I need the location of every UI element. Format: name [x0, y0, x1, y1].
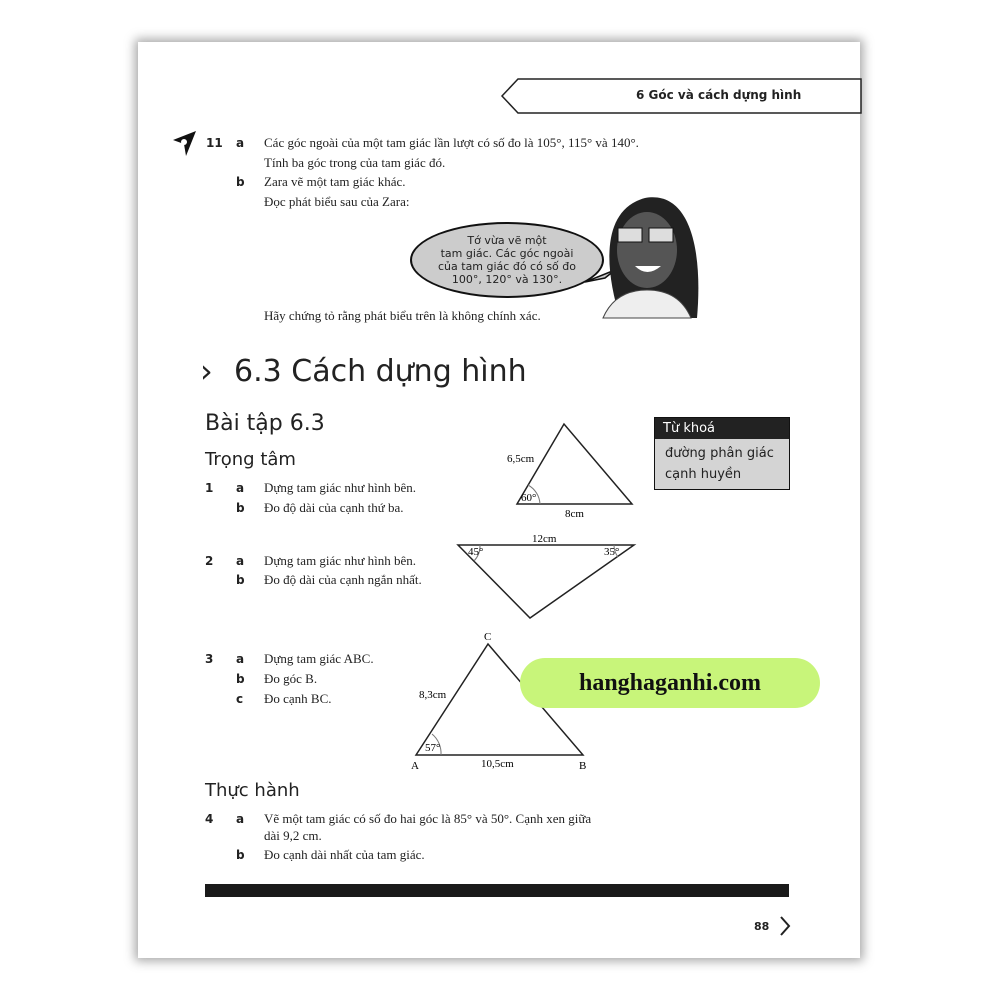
svg-text:6,5cm: 6,5cm	[507, 453, 535, 465]
question-text: Đo cạnh BC.	[264, 691, 332, 706]
part-label: a	[236, 481, 245, 495]
triangle-figure-2	[452, 530, 642, 622]
part-label: b	[236, 501, 245, 515]
svg-text:10,5cm: 10,5cm	[481, 758, 514, 770]
question-text: Zara vẽ một tam giác khác.	[264, 174, 406, 189]
question-text: Đo độ dài của cạnh thứ ba.	[264, 500, 404, 515]
question-number: 2	[205, 554, 214, 568]
question-text: dài 9,2 cm.	[264, 828, 322, 843]
svg-text:45°: 45°	[468, 546, 484, 558]
part-label: a	[236, 652, 245, 666]
keywords-box	[654, 417, 790, 490]
subheading-focus: Trọng tâm	[205, 449, 296, 470]
svg-text:12cm: 12cm	[532, 533, 557, 545]
svg-text:B: B	[579, 760, 587, 772]
question-text: Đo cạnh dài nhất của tam giác.	[264, 847, 425, 862]
part-label: b	[236, 672, 245, 686]
part-label: b	[236, 848, 245, 862]
question-text: Tính ba góc trong của tam giác đó.	[264, 155, 446, 170]
question-text: Hãy chứng tỏ rằng phát biểu trên là không chính xác.	[264, 308, 541, 323]
part-label: a	[236, 554, 245, 568]
question-text: Đọc phát biểu sau của Zara:	[264, 194, 410, 209]
section-title: 6.3 Cách dựng hình	[234, 354, 527, 389]
zara-illustration	[585, 190, 710, 320]
question-text: Dựng tam giác như hình bên.	[264, 480, 417, 495]
svg-text:35°: 35°	[604, 546, 620, 558]
svg-text:60°: 60°	[521, 492, 537, 504]
keywords-title: Từ khoá	[655, 418, 789, 439]
challenge-icon	[172, 130, 198, 158]
footer-bar	[205, 884, 789, 897]
triangle-figure-1	[495, 420, 640, 525]
keyword: cạnh huyền	[665, 467, 742, 482]
page-number: 88	[754, 920, 770, 933]
subheading-practice: Thực hành	[205, 780, 300, 801]
section-chevron-icon: ›	[200, 352, 213, 390]
part-label: a	[236, 812, 245, 826]
part-label: c	[236, 692, 244, 706]
exercise-title: Bài tập 6.3	[205, 411, 325, 436]
svg-text:C: C	[484, 631, 492, 643]
part-label: a	[236, 136, 245, 150]
svg-text:8cm: 8cm	[565, 508, 584, 520]
chapter-title: 6 Góc và cách dựng hình	[636, 88, 802, 102]
part-label: b	[236, 175, 245, 189]
speech-bubble: Tớ vừa vẽ một tam giác. Các góc ngoài của tam giác đó có số đo 100°, 120° và 130°.	[410, 222, 604, 298]
question-text: Đo độ dài của cạnh ngắn nhất.	[264, 572, 422, 587]
question-text: Đo góc B.	[264, 671, 318, 686]
watermark-badge: hanghaganhi.com	[520, 658, 820, 708]
question-number: 3	[205, 652, 214, 666]
question-number: 11	[206, 136, 223, 150]
question-number: 1	[205, 481, 214, 495]
question-number: 4	[205, 812, 214, 826]
question-text: Dựng tam giác ABC.	[264, 651, 374, 666]
svg-text:8,3cm: 8,3cm	[419, 689, 447, 701]
svg-text:A: A	[411, 760, 419, 772]
keyword: đường phân giác	[665, 446, 774, 461]
part-label: b	[236, 573, 245, 587]
next-chevron-icon	[778, 915, 792, 937]
question-text: Vẽ một tam giác có số đo hai góc là 85° và 50°. Cạnh xen giữa	[264, 811, 592, 826]
question-text: Các góc ngoài của một tam giác lần lượt có số đo là 105°, 115° và 140°.	[264, 135, 639, 150]
question-text: Dựng tam giác như hình bên.	[264, 553, 417, 568]
svg-text:57°: 57°	[425, 742, 441, 754]
